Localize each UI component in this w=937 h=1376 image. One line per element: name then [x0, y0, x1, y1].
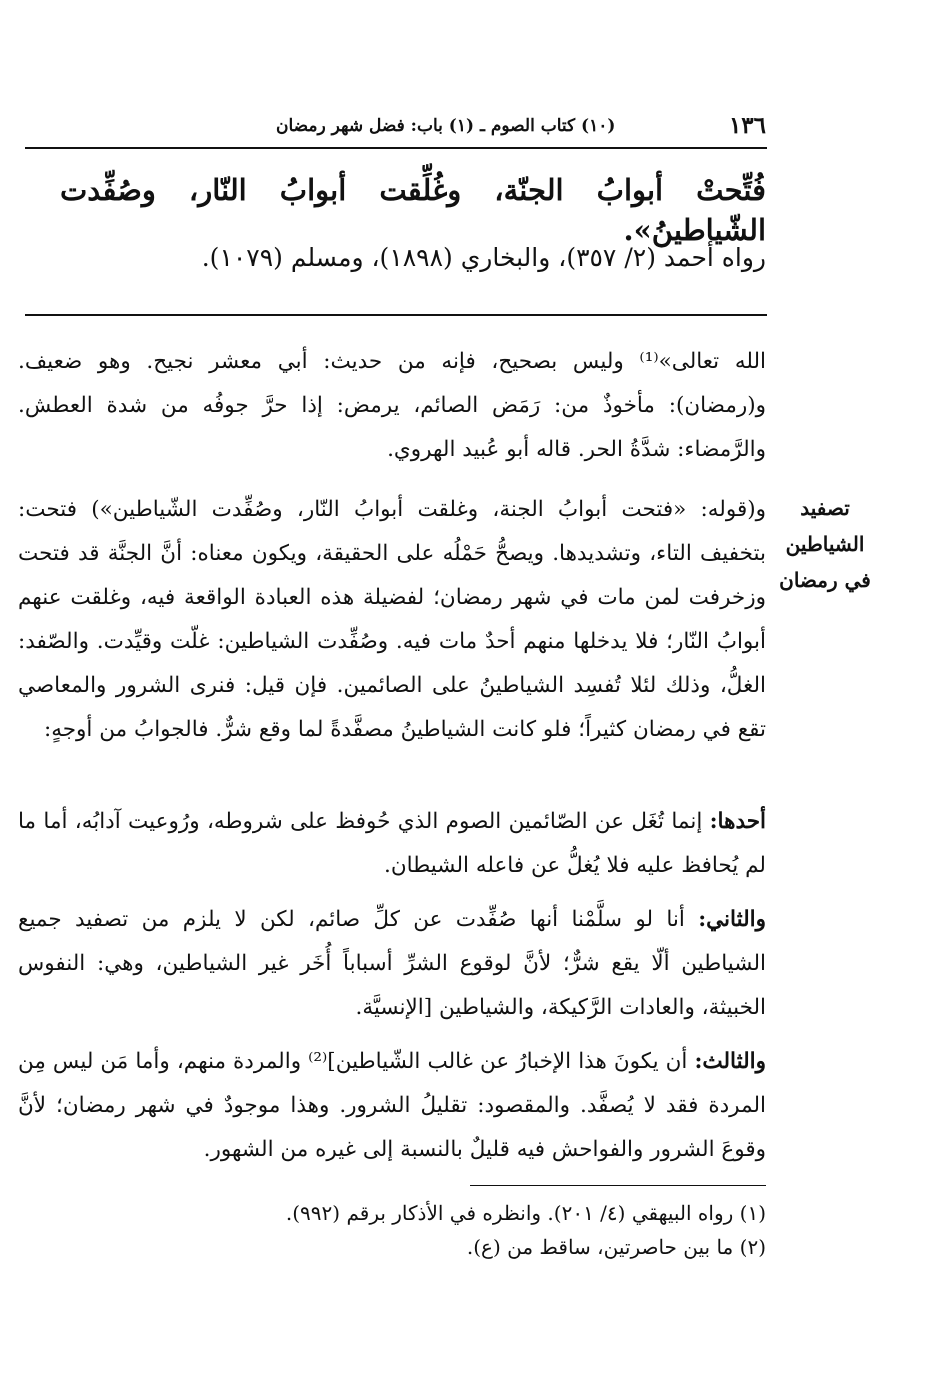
footnotes [200, 1196, 766, 1264]
page-number: ١٣٦ [728, 112, 766, 139]
section-divider [25, 314, 767, 316]
page-header [276, 112, 766, 142]
hadith-text: فُتِّحتْ أبوابُ الجنّة، وغُلِّقت أبوابُ النّار، وصُفِّدت الشّياطينُ». [60, 173, 766, 247]
margin-note [760, 490, 890, 598]
point-one-lead: أحدها: [709, 809, 766, 834]
running-head: (١٠) كتاب الصوم ـ (١) باب: فضل شهر رمضان [276, 116, 616, 136]
margin-note-line-1: تصفيد [800, 496, 850, 520]
point-two-lead: والثاني: [698, 907, 766, 932]
footnote-1: (١) رواه البيهقي (٤/ ٢٠١). وانظره في الأذكار برقم (٩٩٢). [285, 1201, 766, 1225]
commentary-paragraph-2: و(قوله: «فتحت أبوابُ الجنة، وغلقت أبوابُ النّار، وصُفِّدت الشّياطين») فتحت: بتخفيف التاء، وتشديدها. ويصحُّ حَمْلُه على الحقيقة، ويكون معناه: أنَّ الجنَّة قد فتحت وزخرفت لمن مات في شهر رمضان؛ لفضيلة هذه العبادة الواقعة فيه، وغلقت عنهم أبوابُ النّار؛ فلا يدخلها منهم أحدٌ مات فيه. وصُفِّدت الشياطين: غلّت وقيِّدت. والصّفد: الغلُّ، وذلك لئلا تُفسِد الشياطينُ على الصائمين. فإن قيل: فنرى الشرور والمعاصي تقع في رمضان كثيراً؛ فلو كانت الشياطينُ مصفَّدةً لما وقع شرٌّ. فالجوابُ من أوجهٍ: [18, 497, 766, 742]
commentary-paragraph-5 [18, 1040, 766, 1172]
point-three-lead: والثالث: [694, 1049, 766, 1074]
commentary-paragraph-1: الله تعالى»⁽¹⁾ وليس بصحيح، فإنه من حديث: أبي معشر نجيح. وهو ضعيف. و(رمضان): مأخوذٌ من: رَمَض الصائم، يرمض: إذا حرَّ جوفُه من شدة العطش. والرَّمضاء: شدَّةُ الحر. قاله أبو عُبيد الهروي. [18, 349, 766, 462]
commentary-paragraph-4 [18, 898, 766, 1030]
footnote-rule [470, 1185, 766, 1186]
hadith-takhrij: رواه أحمد (٢/ ٣٥٧)، والبخاري (١٨٩٨)، ومسلم (١٠٧٩). [201, 243, 766, 272]
point-one-text: إنما تُغَل عن الصّائمين الصوم الذي حُوفظ على شروطه، ورُوعيت آدابُه، أما ما لم يُحافظ عليه فلا يُغلُّ عن فاعله الشيطان. [18, 809, 766, 878]
point-two-text: أنا لو سلَّمْنا أنها صُفِّدت عن كلِّ صائم، لكن لا يلزم من تصفيد جميع الشياطين ألّا يقع شرٌّ؛ لأنَّ لوقوع الشرِّ أسباباً أُخَر غير الشياطين، وهي: النفوس الخبيثة، والعادات الرَّكيكة، والشياطين [الإنسيَّة. [18, 907, 766, 1020]
point-three-text: أن يكونَ هذا الإخبارُ عن غالب الشّياطين]⁽²⁾ والمردة منهم، وأما مَن ليس مِن المردة فقد لا يُصفَّد. والمقصود: تقليلُ الشرور. وهذا موجودٌ في شهر رمضان؛ لأنَّ وقوعَ الشرور والفواحش فيه قليلٌ بالنسبة إلى غيره من الشهور. [18, 1049, 766, 1162]
footnote-2: (٢) ما بين حاصرتين، ساقط من (ع). [466, 1235, 766, 1259]
margin-note-line-2: الشياطين [785, 532, 865, 556]
header-rule [25, 147, 767, 149]
commentary-paragraph-3 [18, 800, 766, 888]
margin-note-line-3: في رمضان [779, 568, 871, 592]
